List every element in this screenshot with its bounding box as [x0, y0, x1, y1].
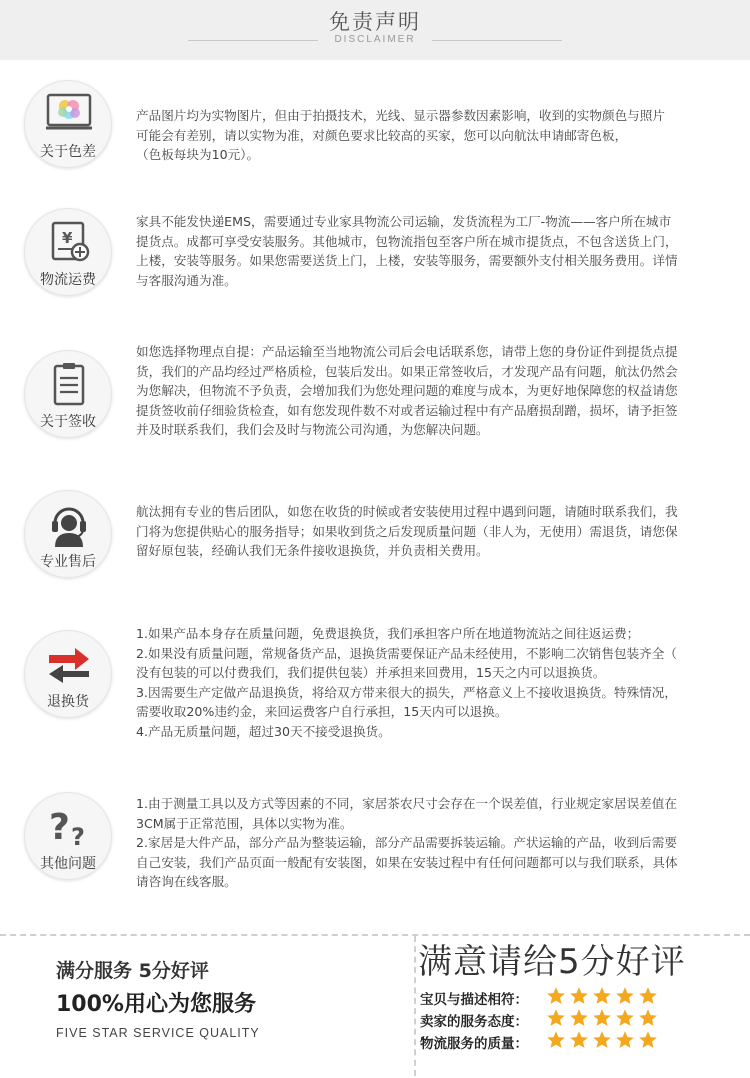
svg-text:¥: ¥: [62, 229, 73, 247]
text-line: 可能会有差别，请以实物为准，对颜色要求比较高的买家，您可以向航汰申请邮寄色板，: [136, 127, 628, 143]
star-icon: [592, 1008, 612, 1028]
svg-text:?: ?: [71, 823, 85, 849]
color-wheel-icon: [45, 91, 93, 137]
rating-row: [420, 1030, 740, 1052]
rating-row: [420, 1008, 740, 1030]
header: [0, 0, 750, 60]
section-label: 物流运费: [40, 272, 96, 288]
badge: [24, 490, 112, 578]
text-line: 与客服沟通为准。: [136, 272, 237, 288]
star-icon: [615, 1008, 635, 1028]
star-icon: [592, 986, 612, 1006]
text-line: 自己安装，我们产品页面一般配有安装图，如果在安装过程中有任何问题都可以与我们联系，具体: [136, 854, 678, 870]
text-line: 提货点。成都可享受安装服务。其他城市，包物流指包至客户所在城市提货点，不包含送货上门，: [136, 233, 678, 249]
star-icon: [546, 1008, 566, 1028]
star-icon: [546, 1030, 566, 1050]
text-line: 家具不能发快递EMS，需要通过专业家具物流公司运输，发货流程为工厂-物流——客户所在城市: [136, 214, 672, 229]
badge: [24, 630, 112, 718]
text-line: 为您解决，但物流不予负责，会增加我们为您处理问题的难度与成本，为更好地保障您的权益请您: [136, 383, 678, 399]
text-line: 2.如果没有质量问题，常规备货产品，退换货需要保证产品未经使用，不影响二次销售包装齐全（: [136, 645, 677, 661]
star-icon: [638, 1008, 658, 1028]
page-title: 免责声明: [329, 10, 421, 34]
section-label: 关于签收: [40, 414, 96, 430]
service-slogan: [56, 956, 386, 1040]
section-label: 专业售后: [40, 554, 96, 570]
section-label: 关于色差: [40, 144, 96, 160]
return-arrows-icon: [45, 641, 93, 687]
badge: [24, 80, 112, 168]
freight-calculator-icon: [45, 219, 93, 265]
badge: [24, 208, 112, 296]
star-icon: [569, 1030, 589, 1050]
star-icon: [546, 986, 566, 1006]
rating-row: [420, 986, 740, 1008]
rating-label: 物流服务的质量：: [420, 1036, 528, 1052]
headset-agent-icon: [45, 501, 93, 547]
slogan-line-3: FIVE STAR SERVICE QUALITY: [56, 1026, 260, 1040]
star-icon: [569, 986, 589, 1006]
text-line: 请咨询在线客服。: [136, 874, 237, 890]
text-line: （色板每块为10元）。: [136, 147, 260, 163]
footer: [0, 930, 750, 1078]
badge: [24, 792, 112, 880]
text-line: 3CM属于正常范围，具体以实物为准。: [136, 815, 353, 831]
section-text: [136, 342, 732, 440]
star-icon: [638, 986, 658, 1006]
svg-text:?: ?: [49, 807, 70, 848]
star-icon: [569, 1008, 589, 1028]
rating-label: 宝贝与描述相符：: [420, 992, 528, 1008]
text-line: 1.如果产品本身存在质量问题，免费退换货，我们承担客户所在地道物流站之间往返运费；: [136, 626, 640, 641]
text-line: 门将为您提供贴心的服务指导；如果收到货之后发现质量问题（非人为，无使用）需退货，请您保: [136, 523, 678, 539]
text-line: 航汰拥有专业的售后团队，如您在收货的时候或者安装使用过程中遇到问题，请随时联系我们，我: [136, 504, 678, 519]
rating-title: 满意请给5分好评: [418, 942, 686, 982]
rating-label: 卖家的服务态度：: [420, 1014, 528, 1030]
badge: [24, 350, 112, 438]
text-line: 1.由于测量工具以及方式等因素的不同，家居茶农尺寸会存在一个误差值，行业规定家居误差值在: [136, 796, 677, 811]
text-line: 3.因需要生产定做产品退换货，将给双方带来很大的损失，严格意义上不接收退换货。特殊情况，: [136, 684, 677, 700]
section-label: 退换货: [47, 694, 89, 710]
vertical-dashed-divider: [414, 936, 416, 1076]
clipboard-icon: [45, 361, 93, 407]
star-icon: [592, 1030, 612, 1050]
text-line: 产品图片均为实物图片，但由于拍摄技术，光线、显示器参数因素影响，收到的实物颜色与照片: [136, 108, 665, 123]
text-line: 并及时联系我们，我们会及时与物流公司沟通，为您解决问题。: [136, 422, 489, 438]
section-text: [136, 624, 732, 742]
text-line: 如您选择物理点自提：产品运输至当地物流公司后会电话联系您，请带上您的身份证件到提货点提: [136, 344, 678, 359]
text-line: 2.家居是大件产品，部分产品为整装运输，部分产品需要拆装运输。产状运输的产品，收到后需要: [136, 835, 677, 851]
section-text: [136, 106, 732, 165]
text-line: 上楼，安装等服务。如果您需要送货上门，上楼，安装等服务，需要额外支付相关服务费用。详情: [136, 253, 678, 269]
section-text: [136, 502, 732, 561]
section-text: [136, 794, 732, 892]
question-marks-icon: [45, 803, 93, 849]
text-line: 留好原包装，经确认我们无条件接收退换货，并负责相关费用。: [136, 543, 489, 559]
section-label: 其他问题: [40, 856, 96, 872]
slogan-line-1: 满分服务 5分好评: [56, 960, 209, 982]
text-line: 货，我们的产品均经过严格质检，包装后发出。如果正常签收后，才发现产品有问题，航汰仍然会: [136, 363, 678, 379]
star-icon: [615, 1030, 635, 1050]
text-line: 4.产品无质量问题，超过30天不接受退换货。: [136, 723, 391, 739]
text-line: 提货签收前仔细验货检查，如有您发现件数不对或者运输过程中有产品磨损刮蹭，损坏，请予拒签: [136, 402, 678, 418]
section-text: [136, 212, 732, 290]
slogan-line-2: 100%用心为您服务: [56, 992, 256, 1017]
star-icon: [638, 1030, 658, 1050]
page-subtitle: DISCLAIMER: [334, 34, 416, 45]
text-line: 需要收取20%违约金，来回运费客户自行承担，15天内可以退换。: [136, 704, 508, 720]
star-icon: [615, 986, 635, 1006]
text-line: 没有包装的可以付费我们，我们提供包装）并承担来回费用，15天之内可以退换货。: [136, 665, 606, 681]
